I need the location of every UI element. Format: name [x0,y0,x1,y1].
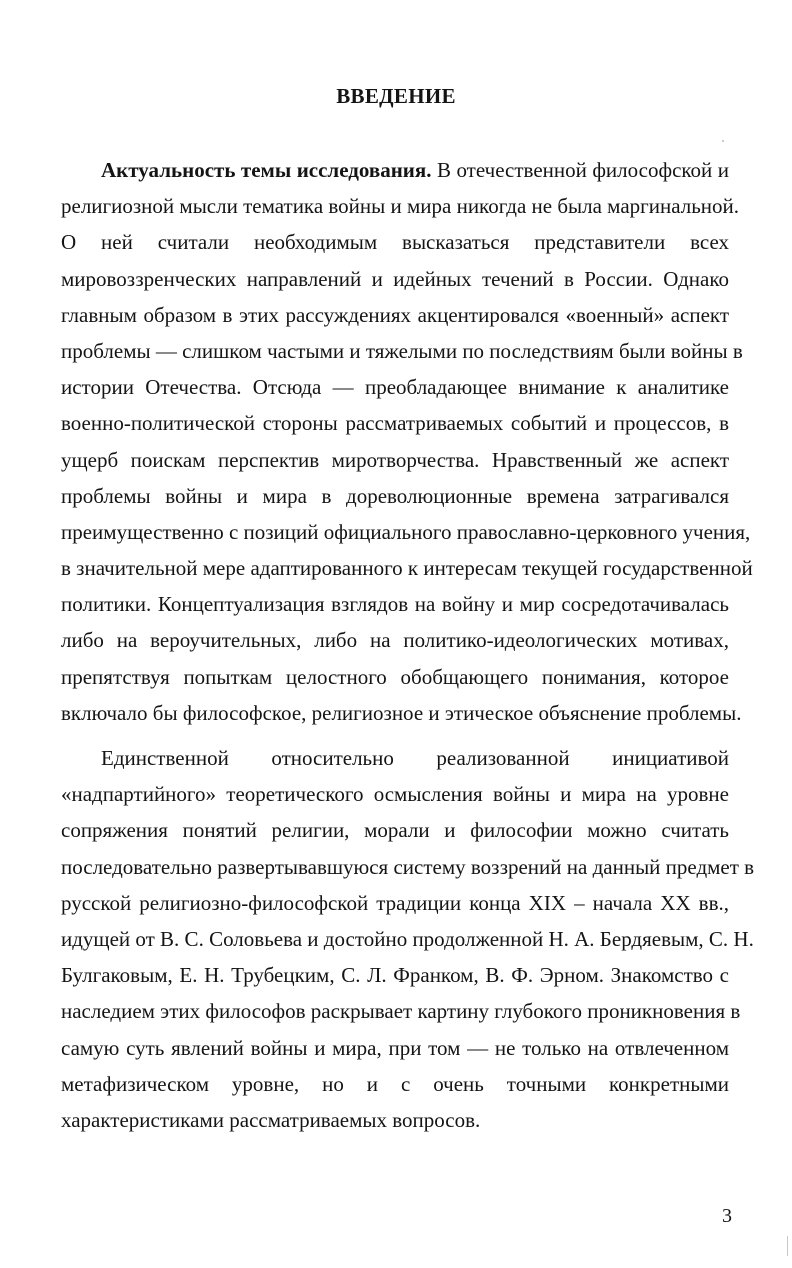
paragraph-tradition [61,740,755,1138]
paragraph-relevance [61,152,753,731]
paragraph-line: мировоззренческих направлений и идейных течений в России. Однако [61,266,729,291]
paragraph-line: Булгаковым, Е. Н. Трубецким, С. Л. Франком, В. Ф. Эрном. Знакомство с [61,963,729,988]
paragraph-line [61,152,729,188]
paragraph-line: О ней считали необходимым высказаться представители всех [61,230,729,255]
paragraph-line: метафизическом уровне, но и с очень точными конкретными [61,1071,729,1096]
paragraph-line: последовательно развертывавшуюся систему воззрений на данный предмет в [61,854,755,879]
paragraph-line: главным образом в этих рассуждениях акцентировался «военный» аспект [61,302,729,327]
paragraph-line: наследием этих философов раскрывает картину глубокого проникновения в [61,999,741,1024]
paragraph-line: проблемы — слишком частыми и тяжелыми по последствиям были войны в [61,338,743,363]
paragraph-line: преимущественно с позиций официального православно-церковного учения, [61,519,751,544]
paragraph-line: проблемы войны и мира в дореволюционные времена затрагивался [61,483,729,508]
paragraph-line: русской религиозно-философской традиции конца XIX – начала XX вв., [61,890,729,915]
paragraph-line: включало бы философское, религиозное и этическое объяснение проблемы. [61,700,742,725]
paragraph-line: религиозной мысли тематика войны и мира никогда не была маргинальной. [61,194,740,219]
paragraph-line: истории Отечества. Отсюда — преобладающее внимание к аналитике [61,375,729,400]
chapter-heading: ВВЕДЕНИЕ [336,84,456,108]
paragraph-line: препятствуя попыткам целостного обобщающего понимания, которое [61,664,729,689]
lead-phrase: Актуальность темы исследования. [101,158,432,182]
paragraph-line: характеристиками рассматриваемых вопросов. [61,1107,481,1132]
paragraph-line: «надпартийного» теоретического осмысления войны и мира на уровне [61,782,729,807]
paragraph-line: идущей от В. С. Соловьева и достойно продолженной Н. А. Бердяевым, С. Н. [61,926,754,951]
paragraph-line: в значительной мере адаптированного к интересам текущей государственной [61,556,753,581]
paragraph-line: либо на вероучительных, либо на политико-идеологических мотивах, [61,628,729,653]
paragraph-line: самую суть явлений войны и мира, при том — не только на отвлеченном [61,1035,729,1060]
paragraph-line: военно-политической стороны рассматриваемых событий и процессов, в [61,411,729,436]
page-number: 3 [722,1205,732,1227]
paragraph-line: ущерб поискам перспектив миротворчества. Нравственный же аспект [61,447,729,472]
line-text: В отечественной философской и [431,158,729,182]
paragraph-line: Единственной относительно реализованной инициативой [101,746,729,770]
paragraph-line: сопряжения понятий религии, морали и философии можно считать [61,818,729,843]
paragraph-line: политики. Концептуализация взглядов на войну и мир сосредотачивалась [61,592,729,617]
scan-edge-mark [787,1236,788,1256]
scan-speck [722,140,724,142]
